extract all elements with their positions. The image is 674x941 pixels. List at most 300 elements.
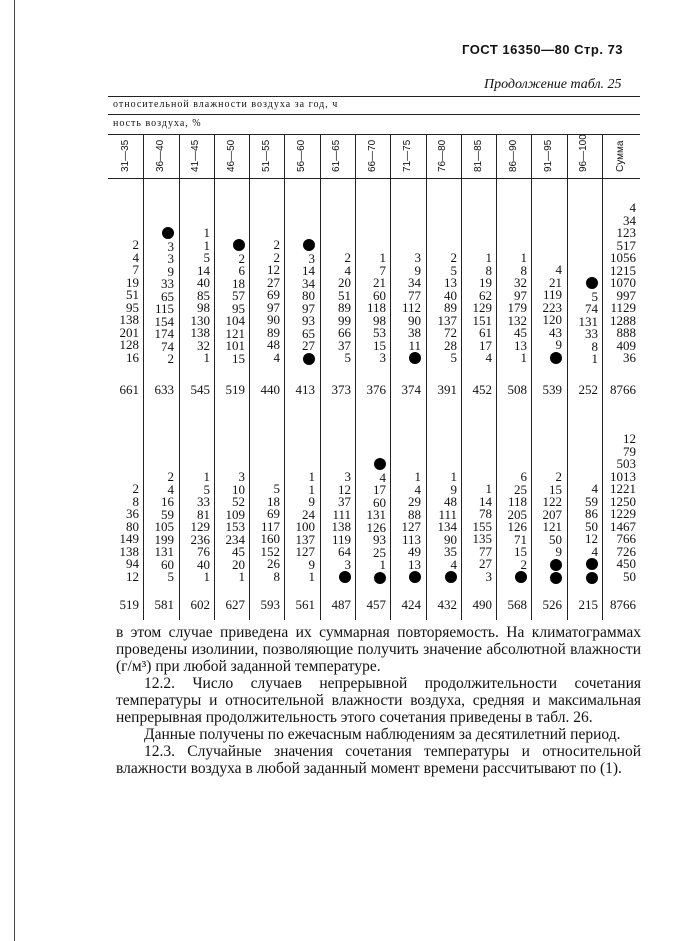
cell-value: 97 <box>514 287 527 303</box>
column-values <box>179 471 210 584</box>
cell-value: 5 <box>203 250 210 265</box>
cell-value: 138 <box>331 519 351 534</box>
column-total: 374 <box>401 382 421 397</box>
cell-value: 60 <box>161 556 174 572</box>
column-header: 81—85 <box>473 139 484 172</box>
cell-value: 4 <box>344 262 351 278</box>
cell-value: 1288 <box>610 312 636 328</box>
cell-value: 126 <box>366 519 386 535</box>
cell-value: 88 <box>408 506 421 522</box>
cell-value: 6 <box>238 263 245 278</box>
cell-value: 121 <box>225 325 245 341</box>
cell-value: 5 <box>203 481 210 497</box>
cell-value: 12 <box>623 431 636 446</box>
cell-value: 15 <box>232 350 245 366</box>
cell-value: 66 <box>338 325 351 340</box>
cell-value: 45 <box>514 325 527 340</box>
zero-marker-icon <box>284 353 315 367</box>
column-total: 452 <box>472 382 492 397</box>
cell-value: 12 <box>585 531 598 546</box>
table-header-rule <box>108 178 640 179</box>
cell-value: 3 <box>379 350 386 365</box>
column-total: 593 <box>260 597 280 612</box>
zero-marker-icon <box>531 559 562 573</box>
cell-value: 9 <box>167 263 174 279</box>
cell-value: 51 <box>338 287 351 303</box>
cell-value: 5 <box>450 262 457 278</box>
cell-value: 69 <box>267 506 280 521</box>
zero-marker-icon <box>531 572 562 586</box>
cell-value: 1 <box>203 237 210 253</box>
cell-value: 16 <box>126 349 139 365</box>
heading-humidity-duration: относительной влажности воздуха за год, ч <box>113 99 339 110</box>
cell-value: 2 <box>520 556 527 572</box>
column-values <box>567 483 598 585</box>
cell-value: 6 <box>520 469 527 484</box>
column-total: 457 <box>366 597 386 612</box>
cell-value: 766 <box>616 531 636 546</box>
cell-value: 1 <box>414 469 421 484</box>
column-values <box>355 458 386 585</box>
cell-value: 138 <box>119 312 139 327</box>
table-rule <box>108 134 640 135</box>
cell-value: 127 <box>401 519 421 534</box>
cell-value: 65 <box>161 288 174 304</box>
column-total: 373 <box>331 382 351 397</box>
column-total: 413 <box>295 382 315 397</box>
cell-value: 93 <box>302 313 315 328</box>
cell-value: 1 <box>203 225 210 240</box>
cell-value: 199 <box>154 531 174 547</box>
cell-value: 207 <box>542 506 562 522</box>
column-total: 490 <box>472 597 492 612</box>
column-values <box>179 227 210 365</box>
cell-value: 503 <box>616 456 636 471</box>
cell-value: 111 <box>438 506 457 522</box>
cell-value: 1 <box>591 351 598 366</box>
cell-value: 1215 <box>610 262 636 278</box>
dot-icon <box>586 572 598 584</box>
cell-value: 9 <box>555 544 562 559</box>
cell-value: 2 <box>132 481 139 496</box>
cell-value: 5 <box>167 569 174 584</box>
zero-marker-icon <box>496 571 527 585</box>
page-header: ГОСТ 16350—80 Стр. 73 <box>462 42 624 57</box>
cell-value: 21 <box>549 274 562 290</box>
cell-value: 205 <box>507 506 527 522</box>
cell-value: 20 <box>338 275 351 290</box>
column-total: 8766 <box>610 382 636 397</box>
cell-value: 119 <box>331 531 351 547</box>
cell-value: 50 <box>623 568 636 584</box>
cell-value: 1 <box>520 250 527 265</box>
cell-value: 85 <box>197 287 210 303</box>
cell-value: 60 <box>373 494 386 510</box>
column-total: 602 <box>190 597 210 612</box>
column-total: 391 <box>437 382 457 397</box>
column-total: 508 <box>507 382 527 397</box>
cell-value: 138 <box>119 543 139 559</box>
zero-marker-icon <box>390 352 421 366</box>
cell-value: 179 <box>507 300 527 315</box>
cell-value: 77 <box>479 543 492 559</box>
paragraph: в этом случае приведена их суммарная повторяемость. На климатограммах проведены изолинии, позволяющие получить значение абсолютной влажности (г/м³) при любой заданной температуре. <box>116 624 641 675</box>
dot-icon <box>550 572 562 584</box>
column-header: 56—60 <box>296 139 307 172</box>
cell-value: 7 <box>132 262 139 277</box>
cell-value: 138 <box>190 325 210 340</box>
cell-value: 69 <box>267 287 280 302</box>
cell-value: 112 <box>401 300 421 315</box>
cell-value: 61 <box>479 325 492 340</box>
cell-value: 14 <box>479 493 492 509</box>
cell-value: 86 <box>585 506 598 521</box>
zero-marker-icon <box>355 572 386 586</box>
cell-value: 4 <box>132 249 139 265</box>
column-values <box>426 252 457 365</box>
cell-value: 4 <box>555 262 562 277</box>
page-edge <box>14 0 15 941</box>
cell-value: 129 <box>190 519 210 534</box>
cell-value: 1 <box>450 469 457 484</box>
dot-icon <box>550 352 562 364</box>
cell-value: 78 <box>479 506 492 521</box>
cell-value: 59 <box>161 506 174 522</box>
column-total: 487 <box>331 597 351 612</box>
cell-value: 8 <box>273 568 280 584</box>
column-header: 41—45 <box>190 139 201 172</box>
cell-value: 1229 <box>610 506 636 521</box>
cell-value: 997 <box>616 287 636 303</box>
cell-value: 10 <box>232 481 245 497</box>
cell-value: 1250 <box>610 493 636 509</box>
cell-value: 32 <box>197 337 210 353</box>
column-header: 76—80 <box>437 139 448 172</box>
cell-value: 17 <box>479 337 492 353</box>
cell-value: 3 <box>344 556 351 572</box>
zero-marker-icon <box>567 572 598 586</box>
column-total: 661 <box>119 382 139 397</box>
cell-value: 9 <box>555 337 562 352</box>
table-top-rule <box>108 96 640 97</box>
cell-value: 65 <box>302 325 315 341</box>
cell-value: 888 <box>616 325 636 340</box>
cell-value: 74 <box>161 338 174 354</box>
cell-value: 2 <box>273 237 280 252</box>
cell-value: 1 <box>485 250 492 265</box>
cell-value: 89 <box>267 324 280 340</box>
column-total: 252 <box>578 382 598 397</box>
cell-value: 49 <box>408 544 421 559</box>
cell-value: 8 <box>520 262 527 278</box>
cell-value: 119 <box>542 287 562 302</box>
cell-value: 1 <box>203 569 210 584</box>
cell-value: 128 <box>119 337 139 352</box>
cell-value: 174 <box>154 326 174 341</box>
column-values <box>249 483 280 583</box>
cell-value: 4 <box>273 349 280 365</box>
table-rule <box>108 114 640 115</box>
column-values <box>284 239 315 366</box>
cell-value: 3 <box>414 250 421 265</box>
cell-value: 33 <box>161 276 174 291</box>
cell-value: 409 <box>616 337 636 353</box>
cell-value: 90 <box>408 312 421 328</box>
cell-value: 4 <box>450 556 457 572</box>
cell-value: 34 <box>408 275 421 290</box>
column-values <box>143 227 174 366</box>
cell-value: 90 <box>267 312 280 327</box>
cell-value: 726 <box>616 543 636 559</box>
cell-value: 36 <box>623 350 636 365</box>
cell-value: 18 <box>232 275 245 291</box>
cell-value: 76 <box>197 544 210 559</box>
cell-value: 40 <box>197 275 210 290</box>
cell-value: 95 <box>232 300 245 316</box>
cell-value: 154 <box>154 313 174 329</box>
dot-icon <box>586 558 598 570</box>
cell-value: 27 <box>479 556 492 571</box>
cell-value: 155 <box>472 518 492 534</box>
cell-value: 4 <box>414 481 421 497</box>
cell-value: 48 <box>444 494 457 509</box>
cell-value: 1 <box>379 557 386 572</box>
cell-value: 50 <box>549 531 562 547</box>
column-values <box>461 252 492 365</box>
column-total: 545 <box>190 382 210 397</box>
cell-value: 2 <box>273 249 280 265</box>
cell-value: 1 <box>379 250 386 265</box>
column-total: 424 <box>401 597 421 612</box>
cell-value: 14 <box>197 262 210 278</box>
cell-value: 2 <box>132 237 139 252</box>
cell-value: 9 <box>308 494 315 509</box>
cell-value: 134 <box>437 519 457 534</box>
column-header: 61—65 <box>331 139 342 172</box>
dot-icon <box>162 227 174 239</box>
dot-icon <box>374 458 386 470</box>
cell-value: 101 <box>225 338 245 353</box>
cell-value: 1 <box>485 481 492 496</box>
cell-value: 12 <box>126 568 139 584</box>
cell-value: 517 <box>616 237 636 253</box>
column-values <box>320 252 351 365</box>
table-continuation-label: Продолжение табл. 25 <box>484 77 622 92</box>
cell-value: 3 <box>485 568 492 584</box>
column-values <box>249 239 280 364</box>
column-values <box>496 252 527 365</box>
cell-value: 80 <box>302 288 315 303</box>
cell-value: 62 <box>479 287 492 303</box>
cell-value: 40 <box>444 287 457 303</box>
cell-value: 122 <box>542 494 562 509</box>
cell-value: 89 <box>338 300 351 315</box>
cell-value: 13 <box>514 337 527 353</box>
cell-value: 28 <box>444 337 457 353</box>
cell-value: 1056 <box>610 250 636 265</box>
cell-value: 137 <box>437 312 457 328</box>
column-total: 519 <box>119 597 139 612</box>
column-header: 51—55 <box>261 139 272 172</box>
cell-value: 15 <box>373 337 386 353</box>
cell-value: 90 <box>444 531 457 547</box>
cell-value: 34 <box>302 275 315 291</box>
cell-value: 8 <box>591 338 598 354</box>
cell-value: 127 <box>295 544 315 559</box>
cell-value: 16 <box>161 494 174 509</box>
cell-value: 104 <box>225 313 245 328</box>
column-values <box>496 471 527 585</box>
cell-value: 34 <box>623 212 636 228</box>
column-values <box>531 471 562 586</box>
cell-value: 15 <box>549 481 562 497</box>
column-total: 215 <box>578 597 598 612</box>
cell-value: 80 <box>126 518 139 534</box>
cell-value: 33 <box>197 494 210 509</box>
cell-value: 89 <box>444 300 457 315</box>
column-total: 519 <box>225 382 245 397</box>
cell-value: 59 <box>585 493 598 509</box>
cell-value: 97 <box>267 299 280 315</box>
cell-value: 14 <box>302 263 315 278</box>
dot-icon <box>374 572 386 584</box>
cell-value: 236 <box>190 531 210 547</box>
column-total: 568 <box>507 597 527 612</box>
column-total: 376 <box>366 382 386 397</box>
cell-value: 71 <box>514 531 527 547</box>
dot-icon <box>303 239 315 251</box>
cell-value: 53 <box>373 325 386 340</box>
cell-value: 4 <box>379 469 386 485</box>
cell-value: 5 <box>344 350 351 365</box>
column-values <box>108 483 139 583</box>
cell-value: 1 <box>308 569 315 584</box>
dot-icon <box>339 571 351 583</box>
cell-value: 1221 <box>610 481 636 496</box>
column-header: 31—35 <box>120 139 131 172</box>
cell-value: 450 <box>616 556 636 571</box>
cell-value: 149 <box>119 531 139 546</box>
cell-value: 1013 <box>610 468 636 484</box>
cell-value: 8 <box>485 262 492 278</box>
cell-value: 4 <box>591 481 598 496</box>
column-header: Сумма <box>615 140 626 172</box>
column-values <box>284 471 315 584</box>
cell-value: 4 <box>629 200 636 215</box>
cell-value: 132 <box>507 312 527 328</box>
cell-value: 131 <box>366 507 386 522</box>
dot-icon <box>233 239 245 251</box>
cell-value: 100 <box>295 519 315 534</box>
cell-value: 153 <box>225 519 245 534</box>
column-total: 539 <box>542 382 562 397</box>
cell-value: 4 <box>591 543 598 559</box>
column-values <box>320 471 351 585</box>
zero-marker-icon <box>390 571 421 585</box>
cell-value: 19 <box>126 274 139 290</box>
cell-value: 130 <box>190 312 210 328</box>
cell-value: 32 <box>514 275 527 290</box>
cell-value: 74 <box>585 301 598 316</box>
cell-value: 1129 <box>610 300 636 315</box>
cell-value: 95 <box>126 299 139 315</box>
column-values <box>390 471 421 585</box>
cell-value: 24 <box>302 506 315 522</box>
column-values <box>602 433 636 583</box>
cell-value: 94 <box>126 556 139 571</box>
cell-value: 1 <box>308 469 315 484</box>
cell-value: 50 <box>585 518 598 534</box>
cell-value: 17 <box>373 482 386 497</box>
column-total: 432 <box>437 597 457 612</box>
cell-value: 29 <box>408 494 421 509</box>
cell-value: 20 <box>232 556 245 572</box>
cell-value: 123 <box>616 225 636 240</box>
dot-icon <box>515 571 527 583</box>
cell-value: 9 <box>450 481 457 497</box>
cell-value: 3 <box>167 251 174 266</box>
column-values <box>426 471 457 585</box>
column-header: 46—50 <box>226 139 237 172</box>
cell-value: 3 <box>167 238 174 254</box>
cell-value: 129 <box>472 300 492 315</box>
cell-value: 97 <box>302 300 315 316</box>
cell-value: 2 <box>450 250 457 265</box>
cell-value: 118 <box>366 300 386 315</box>
cell-value: 9 <box>414 262 421 278</box>
cell-value: 137 <box>295 531 315 547</box>
cell-value: 8 <box>132 493 139 509</box>
column-values <box>108 239 139 364</box>
column-total: 627 <box>225 597 245 612</box>
paragraph: Данные получены по ежечасным наблюдениям за десятилетний период. <box>144 726 621 743</box>
cell-value: 201 <box>119 324 139 340</box>
cell-value: 37 <box>338 494 351 509</box>
cell-value: 152 <box>260 543 280 559</box>
cell-value: 25 <box>373 544 386 560</box>
cell-value: 118 <box>507 494 527 509</box>
column-values <box>214 471 245 584</box>
cell-value: 21 <box>373 275 386 290</box>
body-text <box>116 624 641 777</box>
column-total: 581 <box>154 597 174 612</box>
cell-value: 3 <box>308 250 315 266</box>
cell-value: 57 <box>232 288 245 303</box>
cell-value: 18 <box>267 493 280 509</box>
cell-value: 117 <box>260 518 280 534</box>
paragraph: 12.2. Число случаев непрерывной продолжительности сочетания температуры и относительной влажности воздуха, средняя и максимальная непрерывная продолжительность этого сочетания приведены в табл. 26. <box>116 675 641 726</box>
cell-value: 1 <box>308 481 315 497</box>
zero-marker-icon <box>531 352 562 366</box>
cell-value: 4 <box>485 350 492 365</box>
cell-value: 99 <box>338 312 351 328</box>
cell-value: 2 <box>344 250 351 265</box>
cell-value: 27 <box>302 338 315 353</box>
cell-value: 72 <box>444 325 457 340</box>
cell-value: 60 <box>373 287 386 303</box>
cell-value: 131 <box>578 313 598 329</box>
column-header: 36—40 <box>155 139 166 172</box>
column-total: 561 <box>295 597 315 612</box>
cell-value: 51 <box>126 287 139 302</box>
cell-value: 52 <box>232 494 245 509</box>
cell-value: 126 <box>507 519 527 534</box>
cell-value: 131 <box>154 544 174 559</box>
column-header: 86—90 <box>508 139 519 172</box>
cell-value: 1 <box>520 350 527 365</box>
cell-value: 81 <box>197 506 210 522</box>
column-values <box>143 471 174 584</box>
